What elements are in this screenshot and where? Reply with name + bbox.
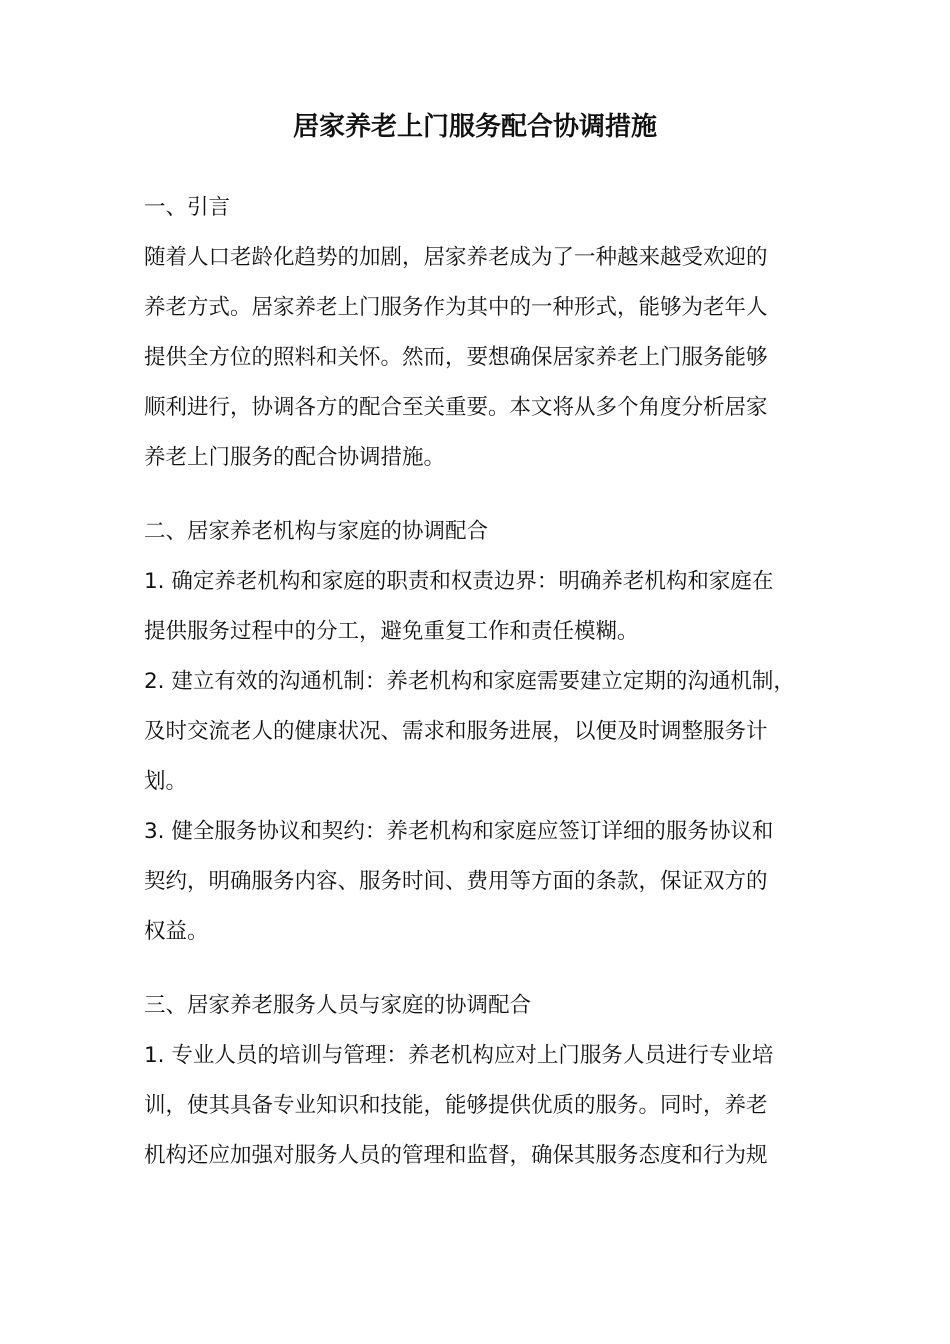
paragraph-line: 训，使其具备专业知识和技能，能够提供优质的服务。同时，养老 (144, 1093, 768, 1118)
paragraph-line: 提供全方位的照料和关怀。然而，要想确保居家养老上门服务能够 (144, 345, 768, 370)
section-spacer (144, 957, 824, 981)
list-item (144, 557, 824, 657)
paragraph-line: 养老方式。居家养老上门服务作为其中的一种形式，能够为老年人 (144, 295, 768, 320)
paragraph-line: 1. 专业人员的培训与管理：养老机构应对上门服务人员进行专业培 (144, 1043, 774, 1068)
section-heading: 二、居家养老机构与家庭的协调配合 (144, 519, 489, 544)
list-item (144, 657, 824, 807)
document-body (144, 183, 824, 1181)
paragraph-line: 3. 健全服务协议和契约：养老机构和家庭应签订详细的服务协议和 (144, 819, 774, 844)
paragraph-line: 权益。 (144, 919, 209, 944)
section-institution-family (144, 507, 824, 957)
paragraph-line: 2. 建立有效的沟通机制：养老机构和家庭需要建立定期的沟通机制， (144, 669, 795, 694)
paragraph-line: 随着人口老龄化趋势的加剧，居家养老成为了一种越来越受欢迎的 (144, 245, 768, 270)
section-heading: 三、居家养老服务人员与家庭的协调配合 (144, 993, 532, 1018)
section-heading: 一、引言 (144, 195, 231, 220)
paragraph (144, 233, 824, 483)
section-staff-family (144, 981, 824, 1181)
paragraph-line: 机构还应加强对服务人员的管理和监督，确保其服务态度和行为规 (144, 1143, 768, 1168)
list-item (144, 1031, 824, 1181)
paragraph-line: 及时交流老人的健康状况、需求和服务进展，以便及时调整服务计 (144, 719, 768, 744)
document-title: 居家养老上门服务配合协调措施 (292, 112, 657, 142)
paragraph-line: 养老上门服务的配合协调措施。 (144, 445, 446, 470)
paragraph-line: 契约，明确服务内容、服务时间、费用等方面的条款，保证双方的 (144, 869, 768, 894)
paragraph-line: 提供服务过程中的分工，避免重复工作和责任模糊。 (144, 619, 639, 644)
paragraph-line: 顺利进行，协调各方的配合至关重要。本文将从多个角度分析居家 (144, 395, 768, 420)
section-spacer (144, 483, 824, 507)
section-introduction (144, 183, 824, 483)
paragraph-line: 划。 (144, 769, 188, 794)
list-item (144, 807, 824, 957)
paragraph-line: 1. 确定养老机构和家庭的职责和权责边界：明确养老机构和家庭在 (144, 569, 774, 594)
